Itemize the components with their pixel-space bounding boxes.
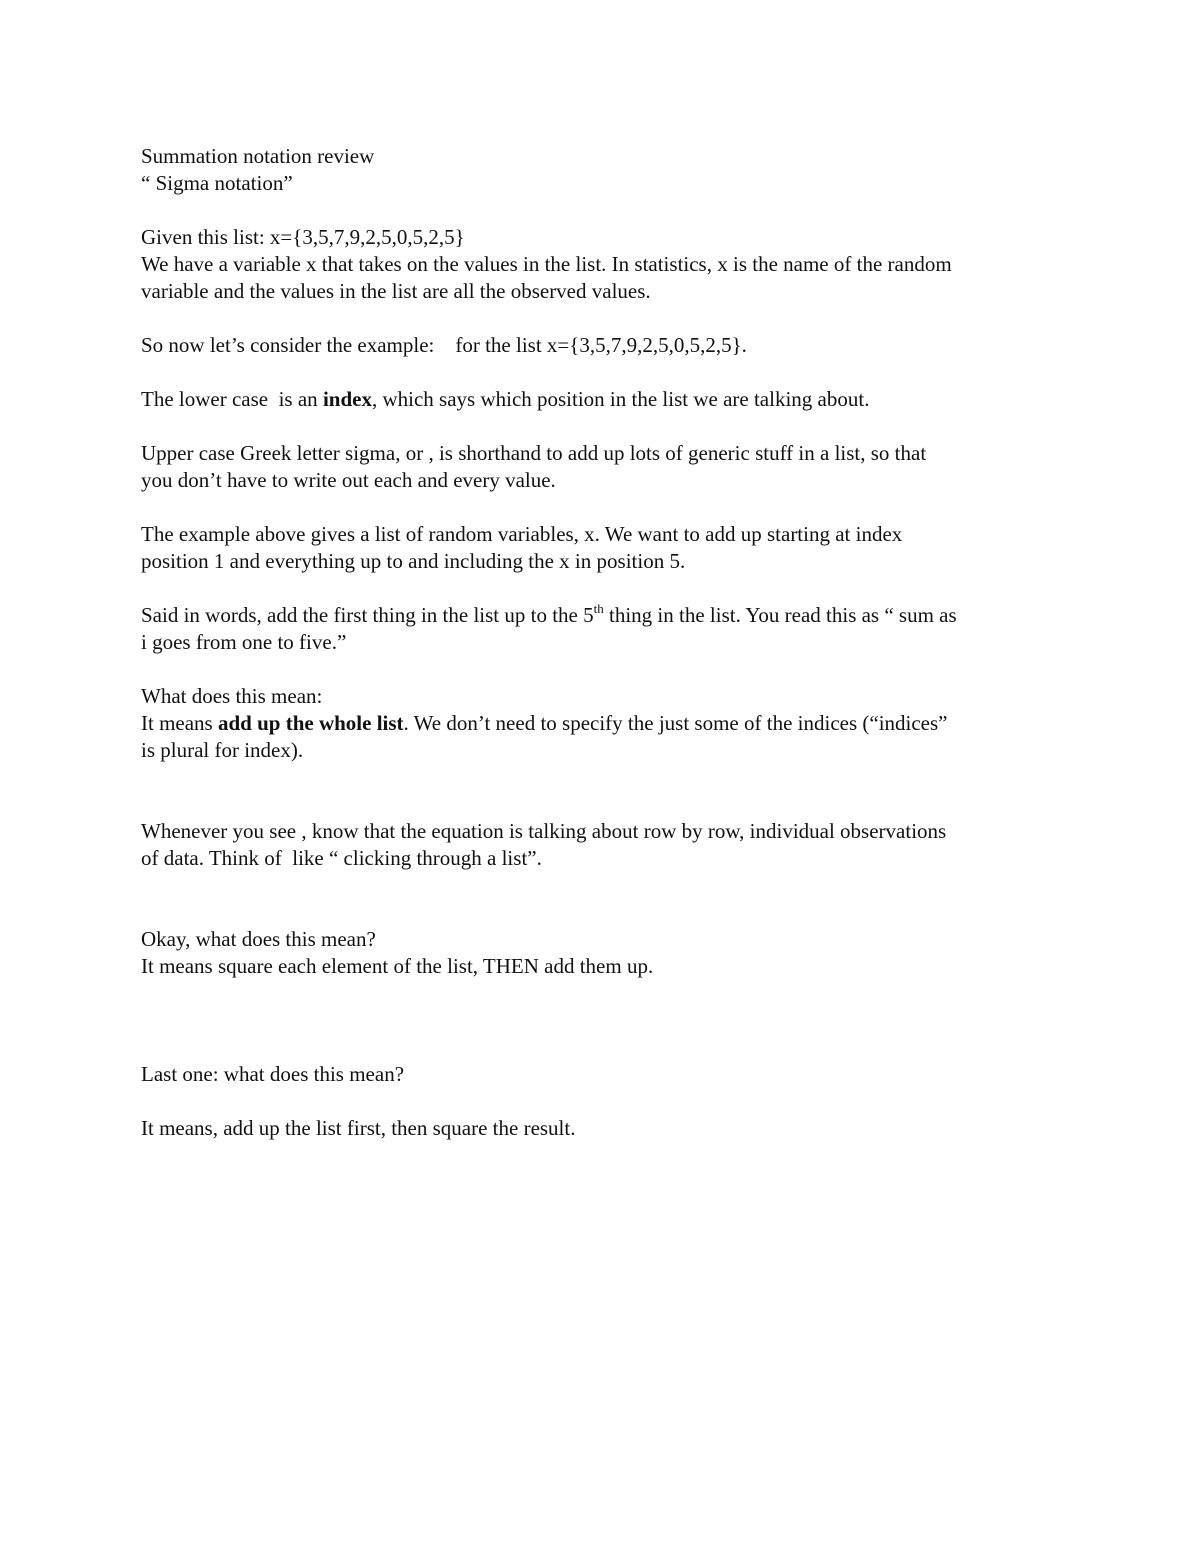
- spacer: [141, 1088, 1061, 1115]
- question-2: Okay, what does this mean?: [141, 927, 376, 951]
- variable-explanation-line-2: variable and the values in the list are all the observed values.: [141, 279, 651, 303]
- spacer: [141, 494, 1061, 521]
- index-text-post: , which says which position in the list we are talking about.: [371, 387, 870, 411]
- index-text-pre: The lower case is an: [141, 387, 323, 411]
- spacer: [141, 764, 1061, 818]
- answer-1-post: . We don’t need to specify the just some of the indices (“indices”: [403, 711, 948, 735]
- spacer: [141, 359, 1061, 386]
- words-text-post: thing in the list. You read this as “ sum as: [603, 603, 957, 627]
- spacer: [141, 413, 1061, 440]
- question-1: What does this mean:: [141, 684, 323, 708]
- answer-1-pre: It means: [141, 711, 218, 735]
- spacer: [141, 575, 1061, 602]
- answer-3: It means, add up the list first, then square the result.: [141, 1116, 576, 1140]
- example2-line-2: position 1 and everything up to and including the x in position 5.: [141, 549, 686, 573]
- example2-line-1: The example above gives a list of random variables, x. We want to add up starting at index: [141, 522, 903, 546]
- index-term: index: [322, 387, 372, 411]
- answer-1-line-2: is plural for index).: [141, 738, 304, 762]
- doc-title: Summation notation review: [141, 144, 375, 168]
- spacer: [141, 656, 1061, 683]
- spacer: [141, 980, 1061, 1061]
- sigma-paragraph-line-2: you don’t have to write out each and every value.: [141, 468, 556, 492]
- spacer: [141, 305, 1061, 332]
- spacer: [141, 872, 1061, 926]
- answer-1-bold: add up the whole list: [217, 711, 404, 735]
- document-body: [141, 143, 1061, 1142]
- question-3: Last one: what does this mean?: [141, 1062, 405, 1086]
- whenever-line-1: Whenever you see , know that the equation is talking about row by row, individual observations: [141, 819, 947, 843]
- variable-explanation-line-1: We have a variable x that takes on the values in the list. In statistics, x is the name of the random: [141, 252, 952, 276]
- sigma-paragraph-line-1: Upper case Greek letter sigma, or , is shorthand to add up lots of generic stuff in a list, so that: [141, 441, 927, 465]
- spacer: [141, 197, 1061, 224]
- words-paragraph-line-2: i goes from one to five.”: [141, 630, 347, 654]
- whenever-line-2: of data. Think of like “ clicking through a list”.: [141, 846, 542, 870]
- answer-2: It means square each element of the list, THEN add them up.: [141, 954, 654, 978]
- doc-subtitle: “ Sigma notation”: [141, 171, 293, 195]
- index-paragraph: [141, 386, 1061, 413]
- given-list-line: Given this list: x={3,5,7,9,2,5,0,5,2,5}: [141, 225, 465, 249]
- ordinal-superscript: th: [593, 601, 604, 616]
- example-line: So now let’s consider the example: for the list x={3,5,7,9,2,5,0,5,2,5}.: [141, 333, 747, 357]
- answer-1-line-1: [141, 710, 1061, 737]
- words-text-pre: Said in words, add the first thing in the list up to the 5: [141, 603, 594, 627]
- words-paragraph-line-1: [141, 602, 1061, 629]
